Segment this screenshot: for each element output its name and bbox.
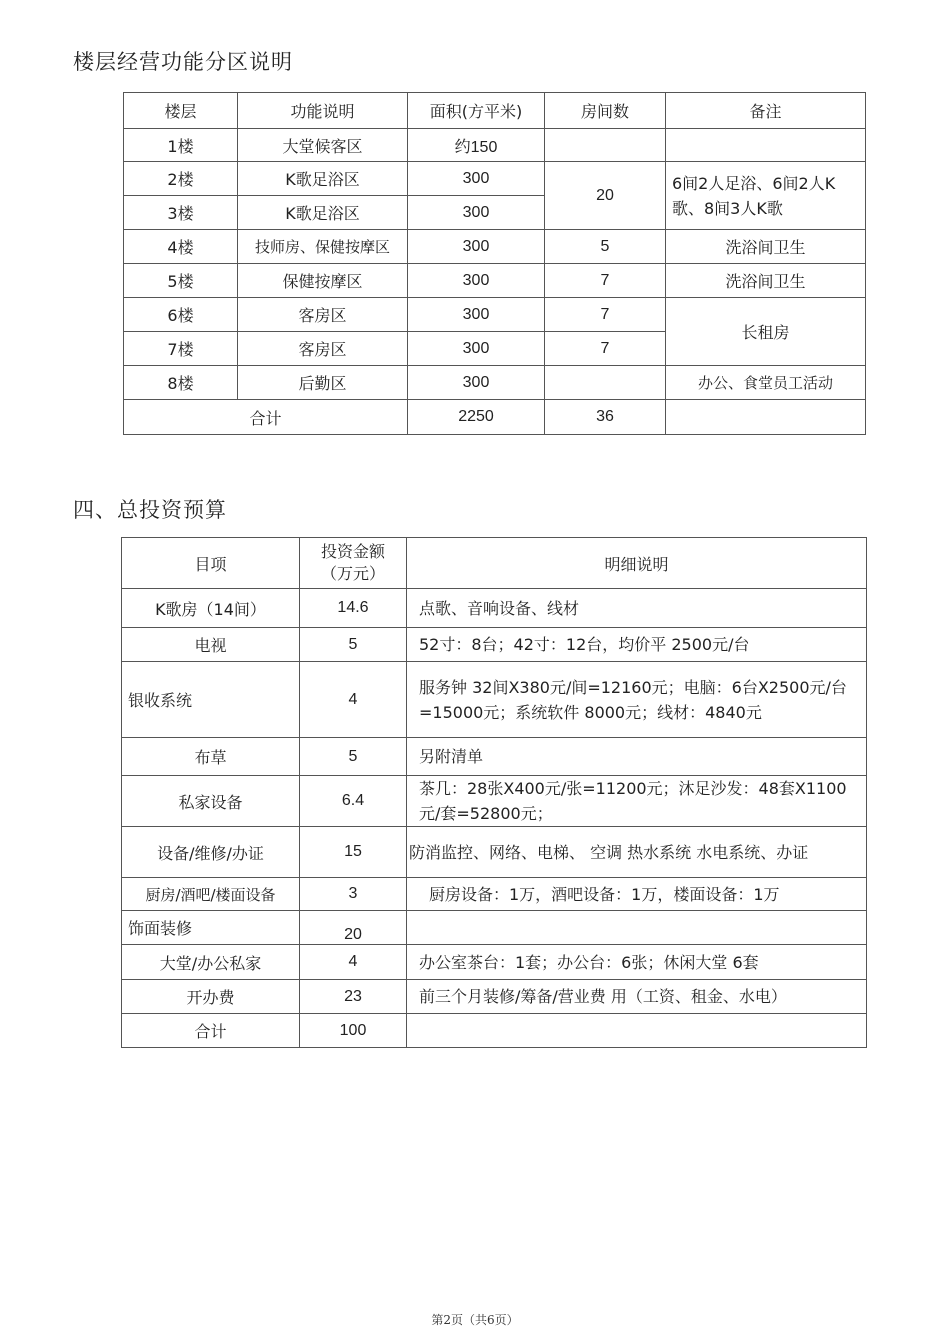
detail-cell: 茶几：28张X400元/张=11200元；沐足沙发：48套X1100元/套=52800元； bbox=[407, 776, 867, 827]
note-cell-merged: 6间2人足浴、6间2人K歌、8间3人K歌 bbox=[666, 162, 866, 230]
detail-cell: 点歌、音响设备、线材 bbox=[407, 589, 867, 628]
table-row bbox=[122, 911, 867, 945]
floor-function-table bbox=[123, 92, 866, 435]
section4-title: 四、总投资预算 bbox=[73, 498, 227, 522]
table-header-row bbox=[124, 93, 866, 129]
table-row bbox=[124, 264, 866, 298]
area-cell: 300 bbox=[408, 230, 545, 264]
amount-cell: 3 bbox=[300, 878, 407, 911]
header-cell: 明细说明 bbox=[407, 538, 867, 589]
table-row bbox=[122, 738, 867, 776]
function-cell: 客房区 bbox=[238, 332, 408, 366]
table-row bbox=[122, 878, 867, 911]
area-cell: 300 bbox=[408, 332, 545, 366]
function-cell: 保健按摩区 bbox=[238, 264, 408, 298]
detail-cell: 另附清单 bbox=[407, 738, 867, 776]
header-cell: 目项 bbox=[122, 538, 300, 589]
detail-cell: 52寸：8台；42寸：12台，均价平 2500元/台 bbox=[407, 628, 867, 662]
rooms-cell bbox=[545, 366, 666, 400]
header-cell: 投资金额（万元） bbox=[300, 538, 407, 589]
amount-cell: 15 bbox=[300, 827, 407, 878]
note-cell: 办公、食堂员工活动 bbox=[666, 366, 866, 400]
total-detail bbox=[407, 1014, 867, 1048]
investment-budget-table bbox=[121, 537, 867, 1048]
item-cell: 饰面装修 bbox=[122, 911, 300, 945]
table-total-row bbox=[122, 1014, 867, 1048]
floor-cell: 2楼 bbox=[124, 162, 238, 196]
total-area: 2250 bbox=[408, 400, 545, 435]
function-cell: 客房区 bbox=[238, 298, 408, 332]
section3-title: 楼层经营功能分区说明 bbox=[73, 50, 293, 74]
function-cell: 后勤区 bbox=[238, 366, 408, 400]
amount-cell: 20 bbox=[300, 911, 407, 945]
area-cell: 约150 bbox=[408, 129, 545, 162]
function-cell: 技师房、保健按摩区 bbox=[238, 230, 408, 264]
function-cell: K歌足浴区 bbox=[238, 196, 408, 230]
note-cell: 洗浴间卫生 bbox=[666, 230, 866, 264]
amount-cell: 4 bbox=[300, 662, 407, 738]
rooms-cell: 5 bbox=[545, 230, 666, 264]
detail-cell: 防消监控、网络、电梯、 空调 热水系统 水电系统、办证 bbox=[407, 827, 867, 878]
rooms-cell bbox=[545, 129, 666, 162]
table-row bbox=[122, 980, 867, 1014]
table-row bbox=[124, 230, 866, 264]
table-header-row bbox=[122, 538, 867, 589]
floor-cell: 1楼 bbox=[124, 129, 238, 162]
rooms-cell: 7 bbox=[545, 264, 666, 298]
table-row bbox=[124, 129, 866, 162]
detail-cell: 办公室茶台：1套；办公台：6张；休闲大堂 6套 bbox=[407, 945, 867, 980]
note-cell-merged: 长租房 bbox=[666, 298, 866, 366]
table-row bbox=[124, 366, 866, 400]
header-cell: 楼层 bbox=[124, 93, 238, 129]
note-cell: 洗浴间卫生 bbox=[666, 264, 866, 298]
note-cell bbox=[666, 129, 866, 162]
amount-cell: 5 bbox=[300, 628, 407, 662]
table-row bbox=[122, 776, 867, 827]
total-label: 合计 bbox=[122, 1014, 300, 1048]
header-cell: 功能说明 bbox=[238, 93, 408, 129]
amount-cell: 5 bbox=[300, 738, 407, 776]
item-cell: 厨房/酒吧/楼面设备 bbox=[122, 878, 300, 911]
floor-cell: 8楼 bbox=[124, 366, 238, 400]
total-rooms: 36 bbox=[545, 400, 666, 435]
table-row bbox=[124, 162, 866, 196]
floor-cell: 4楼 bbox=[124, 230, 238, 264]
rooms-cell: 7 bbox=[545, 298, 666, 332]
item-cell: 大堂/办公私家 bbox=[122, 945, 300, 980]
table-row bbox=[122, 662, 867, 738]
rooms-cell-merged: 20 bbox=[545, 162, 666, 230]
detail-cell bbox=[407, 911, 867, 945]
item-cell: 开办费 bbox=[122, 980, 300, 1014]
detail-cell: 服务钟 32间X380元/间=12160元；电脑：6台X2500元/台=15000元；系统软件 8000元；线材：4840元 bbox=[407, 662, 867, 738]
header-cell: 房间数 bbox=[545, 93, 666, 129]
amount-cell: 23 bbox=[300, 980, 407, 1014]
table-row bbox=[122, 589, 867, 628]
function-cell: 大堂候客区 bbox=[238, 129, 408, 162]
detail-cell: 厨房设备：1万，酒吧设备：1万，楼面设备：1万 bbox=[407, 878, 867, 911]
area-cell: 300 bbox=[408, 366, 545, 400]
amount-cell: 14.6 bbox=[300, 589, 407, 628]
floor-cell: 6楼 bbox=[124, 298, 238, 332]
total-label: 合计 bbox=[124, 400, 408, 435]
floor-cell: 3楼 bbox=[124, 196, 238, 230]
item-cell: 电视 bbox=[122, 628, 300, 662]
item-cell: 布草 bbox=[122, 738, 300, 776]
function-cell: K歌足浴区 bbox=[238, 162, 408, 196]
table-row bbox=[122, 945, 867, 980]
page-footer: 第2页（共6页） bbox=[431, 1313, 519, 1327]
total-note bbox=[666, 400, 866, 435]
floor-cell: 5楼 bbox=[124, 264, 238, 298]
table-row bbox=[122, 628, 867, 662]
table-row bbox=[122, 827, 867, 878]
floor-cell: 7楼 bbox=[124, 332, 238, 366]
item-cell: 私家设备 bbox=[122, 776, 300, 827]
detail-cell: 前三个月装修/筹备/营业费 用（工资、租金、水电） bbox=[407, 980, 867, 1014]
item-cell: 银收系统 bbox=[122, 662, 300, 738]
table-total-row bbox=[124, 400, 866, 435]
header-cell: 面积(方平米) bbox=[408, 93, 545, 129]
item-cell: K歌房（14间） bbox=[122, 589, 300, 628]
rooms-cell: 7 bbox=[545, 332, 666, 366]
amount-cell: 6.4 bbox=[300, 776, 407, 827]
area-cell: 300 bbox=[408, 264, 545, 298]
amount-cell: 4 bbox=[300, 945, 407, 980]
table-row bbox=[124, 298, 866, 332]
header-cell: 备注 bbox=[666, 93, 866, 129]
item-cell: 设备/维修/办证 bbox=[122, 827, 300, 878]
area-cell: 300 bbox=[408, 162, 545, 196]
total-amount: 100 bbox=[300, 1014, 407, 1048]
area-cell: 300 bbox=[408, 196, 545, 230]
area-cell: 300 bbox=[408, 298, 545, 332]
